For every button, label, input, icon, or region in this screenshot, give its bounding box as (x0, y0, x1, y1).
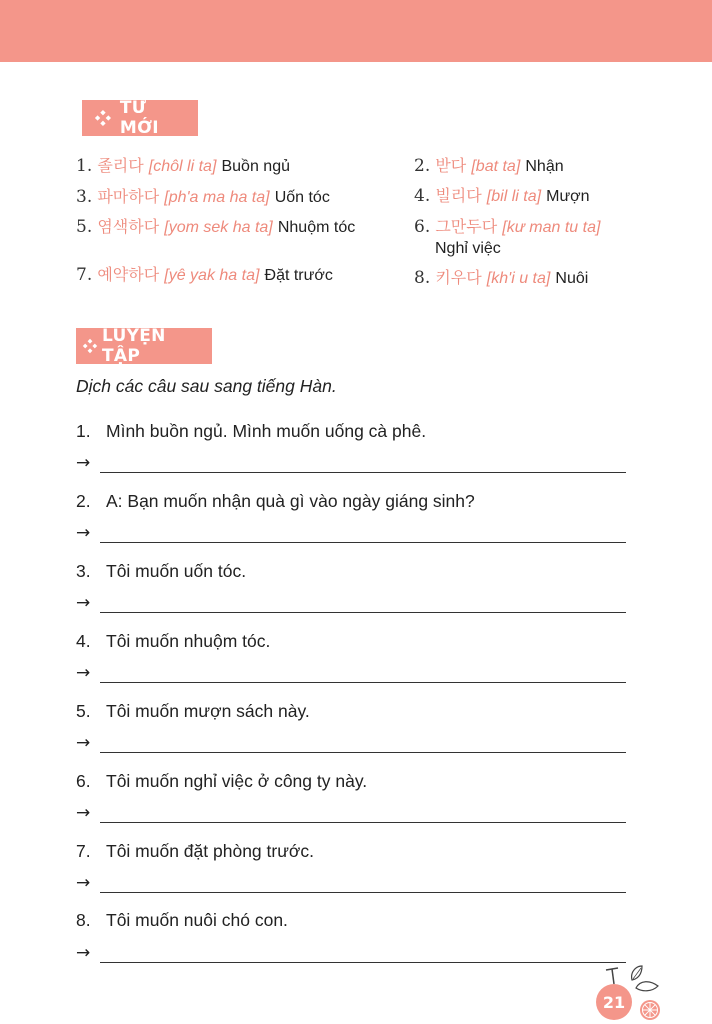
vocab-meaning: Nghỉ việc (435, 240, 501, 257)
exercise-number: 3. (76, 561, 91, 581)
vocab-korean: 염색하다 (97, 217, 160, 236)
answer-line[interactable] (100, 612, 626, 613)
exercise-number: 4. (76, 631, 91, 651)
exercise-item-4 (76, 631, 270, 652)
exercise-number: 2. (76, 491, 91, 511)
vocab-romanization: [ph'a ma ha ta] (164, 189, 270, 206)
exercise-item-7 (76, 841, 314, 862)
vocab-romanization: [kh'i u ta] (486, 270, 551, 287)
vocab-item-2 (414, 156, 564, 177)
exercise-item-1 (76, 421, 426, 442)
vocab-meaning: Buồn ngủ (221, 158, 290, 175)
exercise-number: 5. (76, 701, 91, 721)
arrow-icon: → (76, 453, 91, 473)
vocab-romanization: [bil li ta] (486, 188, 542, 205)
answer-row-1[interactable] (76, 453, 626, 475)
vocab-item-7 (76, 265, 333, 286)
vocab-number: 3. (76, 187, 93, 207)
answer-row-4[interactable] (76, 663, 626, 685)
arrow-icon: → (76, 663, 91, 683)
exercise-item-6 (76, 771, 367, 792)
vocab-meaning: Uốn tóc (274, 189, 330, 206)
exercise-item-5 (76, 701, 310, 722)
header-scallop-edge (0, 56, 712, 64)
vocab-romanization: [bat ta] (471, 158, 521, 175)
answer-line[interactable] (100, 822, 626, 823)
vocab-korean: 빌리다 (435, 186, 482, 205)
exercise-prompt: Tôi muốn uốn tóc. (106, 561, 247, 581)
vocab-item-3 (76, 187, 330, 208)
vocab-item-4 (414, 186, 590, 207)
vocab-number: 4. (414, 186, 431, 206)
vocab-korean: 파마하다 (97, 187, 160, 206)
exercise-number: 6. (76, 771, 91, 791)
exercise-item-2 (76, 491, 475, 512)
vocab-item-1 (76, 156, 290, 177)
exercise-prompt: A: Bạn muốn nhận quà gì vào ngày giáng sinh? (106, 491, 475, 511)
answer-line[interactable] (100, 542, 626, 543)
vocab-meaning: Nuôi (555, 270, 589, 287)
vocab-romanization: [chôl li ta] (148, 158, 217, 175)
diamond-cluster-icon (82, 337, 98, 355)
vocab-korean: 키우다 (435, 268, 482, 287)
vocab-korean: 그만두다 (435, 217, 498, 236)
vocab-romanization: [yom sek ha ta] (164, 219, 273, 236)
section-practice-tag (76, 328, 212, 364)
vocab-meaning: Mượn (546, 188, 590, 205)
arrow-icon: → (76, 523, 91, 543)
exercise-number: 1. (76, 421, 91, 441)
answer-row-7[interactable] (76, 873, 626, 895)
vocab-item-5 (76, 217, 355, 238)
answer-line[interactable] (100, 892, 626, 893)
vocab-meaning: Nhuộm tóc (277, 219, 356, 236)
section-title: LUYỆN TẬP (102, 326, 166, 366)
page-number: 21 (596, 984, 632, 1020)
diamond-cluster-icon (94, 108, 112, 128)
arrow-icon: → (76, 733, 91, 753)
exercise-prompt: Tôi muốn nhuộm tóc. (106, 631, 271, 651)
vocab-romanization: [yê yak ha ta] (164, 267, 260, 284)
exercise-prompt: Tôi muốn nghỉ việc ở công ty này. (106, 771, 368, 791)
exercise-number: 7. (76, 841, 91, 861)
exercise-number: 8. (76, 910, 91, 930)
exercise-prompt: Mình buồn ngủ. Mình muốn uống cà phê. (106, 421, 427, 441)
section-new-words-tag (82, 100, 198, 136)
vocab-korean: 졸리다 (97, 156, 144, 175)
header-band (0, 0, 712, 62)
exercise-item-3 (76, 561, 246, 582)
answer-row-5[interactable] (76, 733, 626, 755)
arrow-icon: → (76, 873, 91, 893)
vocab-korean: 받다 (435, 156, 467, 175)
vocab-korean: 예약하다 (97, 265, 160, 284)
section-title: TỪ MỚI (119, 98, 159, 138)
answer-row-8[interactable] (76, 943, 626, 965)
exercise-prompt: Tôi muốn đặt phòng trước. (106, 841, 315, 861)
vocab-meaning: Nhận (525, 158, 564, 175)
vocab-number: 6. (414, 217, 431, 237)
vocab-number: 8. (414, 268, 431, 288)
answer-row-2[interactable] (76, 523, 626, 545)
answer-line[interactable] (100, 472, 626, 473)
page-number-badge (592, 962, 664, 1024)
arrow-icon: → (76, 593, 91, 613)
exercise-prompt: Tôi muốn nuôi chó con. (106, 910, 288, 930)
vocab-number: 2. (414, 156, 431, 176)
vocab-item-8 (414, 268, 588, 289)
vocab-number: 5. (76, 217, 93, 237)
exercise-item-8 (76, 910, 288, 931)
answer-line[interactable] (100, 682, 626, 683)
answer-line[interactable] (100, 962, 626, 963)
vocab-number: 1. (76, 156, 93, 176)
arrow-icon: → (76, 803, 91, 823)
vocab-number: 7. (76, 265, 93, 285)
vocab-item-6 (414, 217, 600, 259)
answer-row-6[interactable] (76, 803, 626, 825)
exercise-prompt: Tôi muốn mượn sách này. (106, 701, 310, 721)
vocab-meaning: Đặt trước (264, 267, 333, 284)
vocab-romanization: [kư man tu ta] (502, 219, 601, 236)
arrow-icon: → (76, 943, 91, 963)
answer-line[interactable] (100, 752, 626, 753)
answer-row-3[interactable] (76, 593, 626, 615)
exercise-instruction: Dịch các câu sau sang tiếng Hàn. (76, 376, 337, 396)
